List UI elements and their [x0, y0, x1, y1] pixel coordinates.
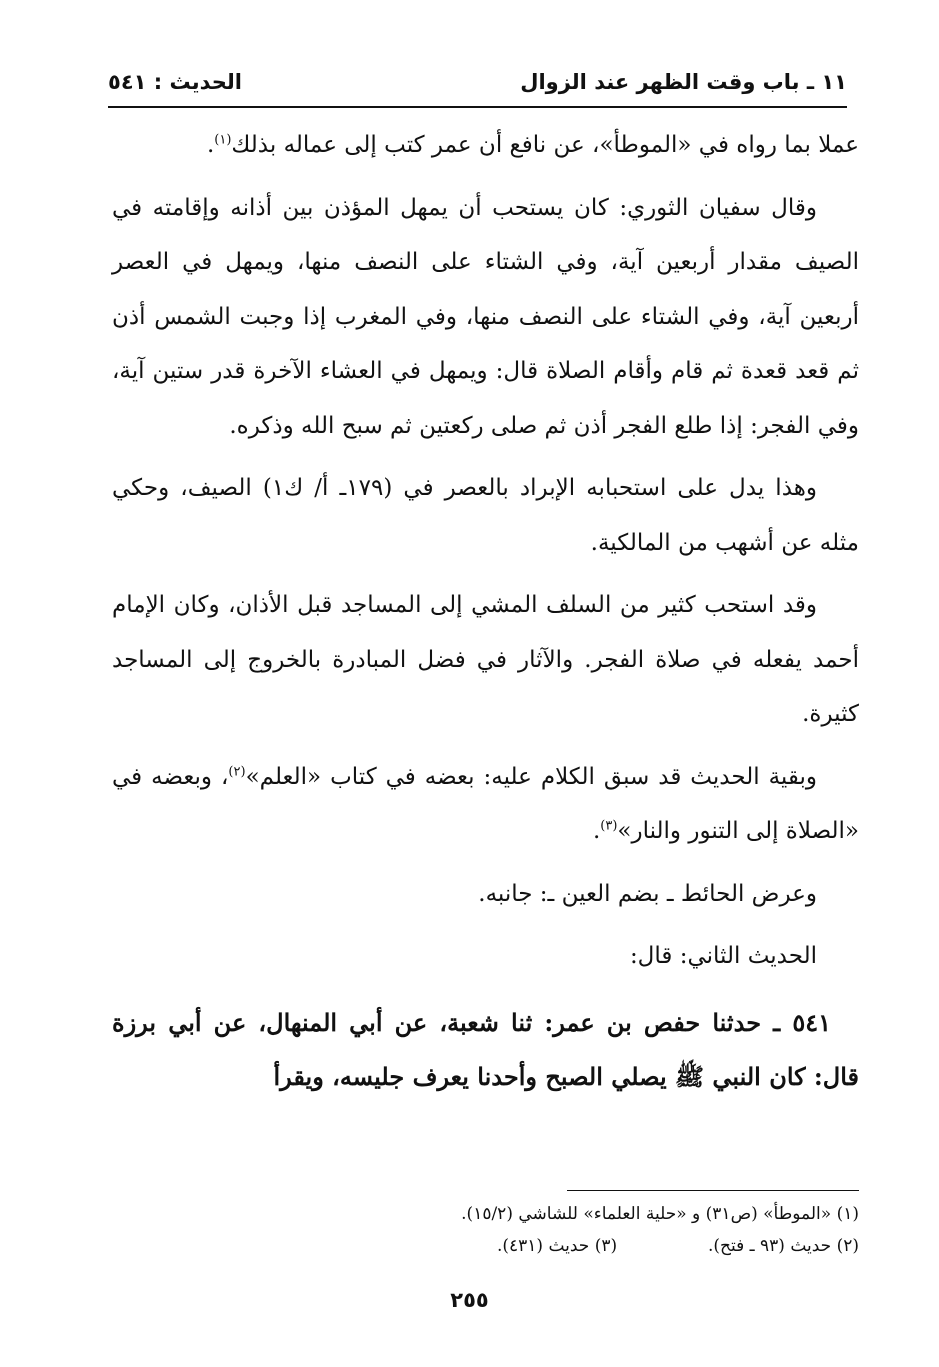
main-text	[112, 118, 859, 1113]
paragraph-3: وهذا يدل على استحبابه الإبراد بالعصر في (١٧٩ـ أ/ ك١) الصيف، وحكي مثله عن أشهب من المالكية.	[112, 475, 859, 556]
paragraph-4: وقد استحب كثير من السلف المشي إلى المساجد قبل الأذان، وكان الإمام أحمد يفعله في صلاة الفجر. والآثار في فضل المبادرة بالخروج إلى المساجد كثيرة.	[112, 592, 859, 727]
hadith-number-label: الحديث : ٥٤١	[108, 70, 242, 94]
paragraph-6: وعرض الحائط ـ بضم العين ـ: جانبه.	[478, 880, 817, 907]
footnote-3: (٣) حديث (٤٣١).	[496, 1236, 618, 1256]
running-header	[108, 66, 847, 108]
hadith-text: ٥٤١ ـ حدثنا حفص بن عمر: ثنا شعبة، عن أبي المنهال، عن أبي برزة قال: كان النبي ﷺ يصلي الصبح وأحدنا يعرف جليسه، ويقرأ	[112, 1007, 859, 1091]
chapter-title: ١١ ـ باب وقت الظهر عند الزوال	[520, 70, 847, 94]
footnote-2: (٢) حديث (٩٣ ـ فتح).	[707, 1236, 859, 1256]
footnote-1: (١) «الموطأ» (ص٣١) و «حلية العلماء» للشاشي (١٥/٢).	[461, 1204, 859, 1224]
paragraph-2: وقال سفيان الثوري: كان يستحب أن يمهل المؤذن بين أذانه وإقامته في الصيف مقدار أربعين آية، وفي الشتاء على النصف منها، ويمهل في العصر أربعين آية، وفي الشتاء على النصف منها، وفي المغرب إذا وجبت الشمس أذن ثم قعد قعدة ثم قام وأقام الصلاة قال: ويمهل في العشاء الآخرة قدر ستين آية، وفي الفجر: إذا طلع الفجر أذن ثم صلى ركعتين ثم سبح الله وذكره.	[112, 194, 859, 439]
paragraph-1-end: .	[206, 132, 215, 158]
paragraph-5-text-c: .	[592, 818, 601, 844]
footnote-ref-3: (٣)	[600, 818, 618, 834]
footnote-ref-2: (٢)	[228, 763, 246, 779]
footnote-ref-1: (١)	[214, 132, 232, 148]
page-number: ٢٥٥	[450, 1288, 489, 1312]
footnote-row-2	[112, 1230, 859, 1262]
paragraph-7: الحديث الثاني: قال:	[629, 943, 817, 969]
footnote-divider	[567, 1190, 859, 1191]
paragraph-5	[112, 750, 859, 859]
paragraph-1	[112, 118, 859, 173]
paragraph-5-text-b: ، وبعضه في «الصلاة إلى التنور والنار»	[112, 763, 859, 844]
footnotes	[112, 1198, 859, 1262]
paragraph-5-text-a: وبقية الحديث قد سبق الكلام عليه: بعضه في كتاب «العلم»	[245, 763, 817, 790]
paragraph-1-text: عملا بما رواه في «الموطأ»، عن نافع أن عمر كتب إلى عماله بذلك	[231, 132, 859, 158]
